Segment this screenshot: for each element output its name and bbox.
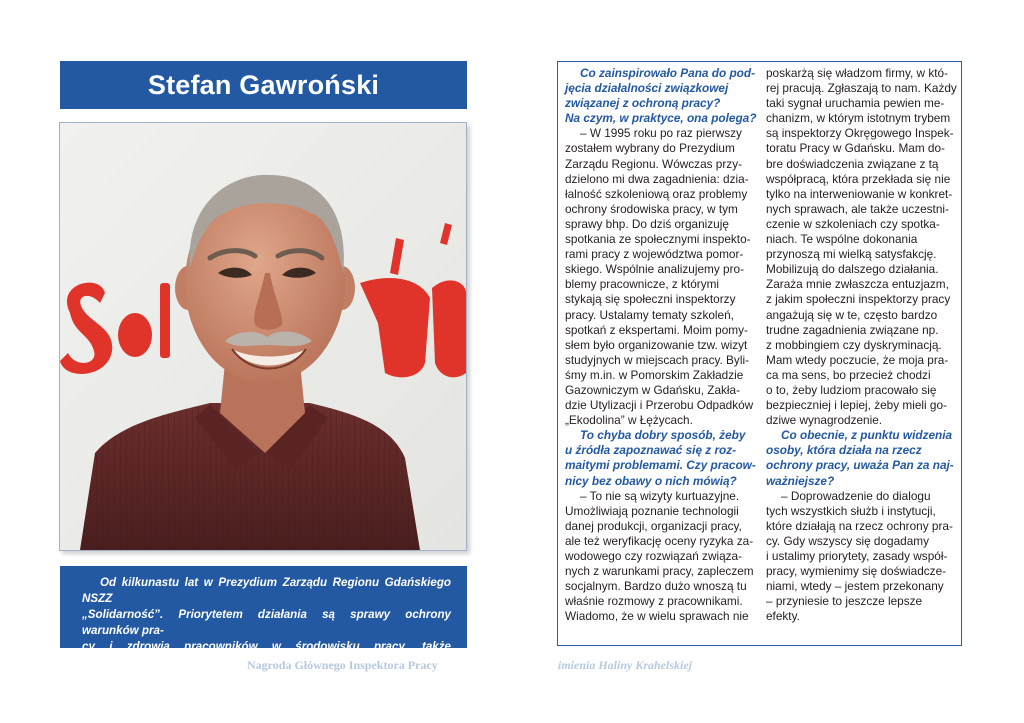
question-line: Co zainspirowało Pana do pod- [580,66,755,80]
answer-line: Wiadomo, że w wielu sprawach nie [565,609,749,624]
answer-line: przynoszą mi wielką satysfakcję. [766,247,937,262]
answer-line: nych z warunkami pracy, zapleczem [565,564,754,579]
answer-line: ochrony środowiska pracy, w tym [565,201,738,216]
answer-line: z mobbingiem czy dyskryminacją. [766,337,942,352]
answer-line: chanizm, w którym istotnym trybem [766,111,951,126]
answer-line: poskarżą się władzom firmy, w któ- [766,66,949,80]
answer-line: zostałem wybrany do Prezydium [565,141,735,156]
answer-line: danej produkcji, organizacji pracy, [565,518,742,533]
answer-line: śmy m.in. w Pomorskim Zakładzie [565,367,744,382]
answer-line: cy. Gdy wszyscy się dogadamy [766,533,930,548]
caption-line: cy i zdrowia pracowników w środowisku pracy, także popularyzacja [82,640,451,669]
answer-line: – przyniesie to jeszcze lepsze [766,594,923,609]
answer-line: i ustalimy priorytety, zasady współ- [766,549,948,563]
answer-line: współpracą, która przekłada się nie [766,171,951,186]
footer-award-name: Nagroda Głównego Inspektora Pracy [247,658,438,672]
answer-line: blemy pracownicze, z którymi [565,277,720,292]
portrait-illustration [60,123,466,550]
answer-line: pracy. Ustalamy tematy szkoleń, [565,307,734,322]
answer-line: taki sygnał uruchamia pewien me- [766,96,945,111]
question-line: u źródła zapoznawać się z roz- [565,443,737,458]
caption-line: „Solidarność”. Priorytetem działania są sprawy ochrony warunków pra- [82,608,451,637]
answer-line: Gazowniczym w Gdańsku, Zakła- [565,382,741,397]
answer-line: z jakim społeczni inspektorzy pracy [766,292,951,307]
answer-line: Zaraża mnie zwłaszcza entuzjazm, [766,277,949,292]
answer-line: angażują się w te, często bardzo [766,307,938,322]
answer-line: rami pracy z województwa pomor- [565,247,744,262]
answer-line: Zarządu Regionu. Wówczas przy- [565,156,743,171]
question-line: maitymi problemami. Czy pracow- [565,458,756,473]
answer-line: wodowego czy rozwiązań związa- [565,549,743,563]
answer-line: spotkań z ekspertami. Moim pomy- [565,322,748,337]
answer-line: efekty. [766,609,800,624]
answer-line: tylko na interweniowanie w konkret- [766,186,953,201]
question-line: ważniejsze? [766,473,835,488]
portrait-photo [59,122,467,551]
answer-line: – Doprowadzenie do dialogu [781,488,931,503]
page-title: Stefan Gawroński [147,69,380,100]
answer-line: Mobilizują do dalszego działania. [766,262,939,277]
title-bar [60,61,467,109]
question-line: To chyba dobry sposób, żeby [580,428,746,443]
answer-line: dzie Utylizacji i Przerobu Odpadków [565,398,754,413]
answer-line: studyjnych w miejscach pracy. Byli- [565,352,749,367]
answer-line: tych wszystkich służb i instytucji, [766,503,936,518]
answer-line: słem było organizowanie tzw. wizyt [565,337,748,352]
answer-line: „Ekodolina” w Łężycach. [565,413,693,428]
answer-line: o to, żeby ludziom pracowało się [766,382,937,397]
answer-line: stykają się społeczni inspektorzy [565,292,736,307]
answer-line: dzielono mi dwa zagadnienia: dzia- [565,171,749,186]
answer-line: czenie w szkoleniach czy spotka- [766,216,940,231]
interview-column-left [565,66,757,624]
answer-line: ale też weryfikację oceny ryzyka za- [565,533,754,548]
question-line: jęcia działalności związkowej [565,81,729,96]
answer-line: trudne zagadnienia związane np. [766,322,939,337]
interview-column-right [766,66,957,624]
answer-line: niami, wtedy – jestem przekonany [766,579,944,594]
answer-line: spotkania ze społecznymi inspekto- [565,232,751,247]
answer-line: socjalnym. Bardzo dużo wnoszą tu [565,579,747,594]
answer-line: toratu Pracy w Gdańsku. Mam do- [766,141,945,156]
caption-line: przepisów prawa pracy i bezpieczeństwa pracy. [82,672,344,685]
answer-line: bezpieczniej i lepiej, żeby mieli go- [766,398,947,413]
question-line: Na czym, w praktyce, ona polega? [565,111,757,126]
answer-line: Mam wtedy poczucie, że moja pra- [766,352,949,367]
answer-line: są inspektorzy Okręgowego Inspek- [766,126,954,141]
answer-line: – W 1995 roku po raz pierwszy [580,126,742,141]
answer-line: łalność szkoleniową oraz problemy [565,186,748,201]
answer-line: niach. Te wspólne dokonania [766,232,918,247]
question-line: osoby, która działa na rzecz [766,443,922,458]
answer-line: bre doświadczenia związane z tą [766,156,939,171]
question-line: Co obecnie, z punktu widzenia [781,428,953,443]
question-line: ochrony pracy, uważa Pan za naj- [766,458,954,473]
footer-award-patron: imienia Haliny Krahelskiej [558,658,693,672]
answer-line: rej pracują. Zgłaszają to nam. Każdy [766,81,957,96]
answer-line: pracy, wymienimy się doświadcze- [766,564,947,579]
answer-line: dziwe wynagrodzenie. [766,413,883,428]
question-line: nicy bez obawy o nich mówią? [565,473,737,488]
answer-line: nych sprawach, ale także uczestni- [766,201,949,216]
caption-line: Od kilkunastu lat w Prezydium Zarządu Regionu Gdańskiego NSZZ [82,576,451,605]
answer-line: które działają na rzecz ochrony pra- [766,518,953,533]
answer-line: ca ma sens, bo przecież chodzi [766,367,931,382]
question-line: związanej z ochroną pracy? [565,96,721,111]
answer-line: sprawy bhp. Do dziś organizuję [565,216,729,231]
answer-line: Umożliwiają poznanie technologii [565,503,739,518]
answer-line: – To nie są wizyty kurtuazyjne. [580,488,740,503]
answer-line: właśnie rozmowy z pracownikami. [565,594,743,609]
answer-line: skiego. Wspólnie analizujemy pro- [565,262,744,277]
